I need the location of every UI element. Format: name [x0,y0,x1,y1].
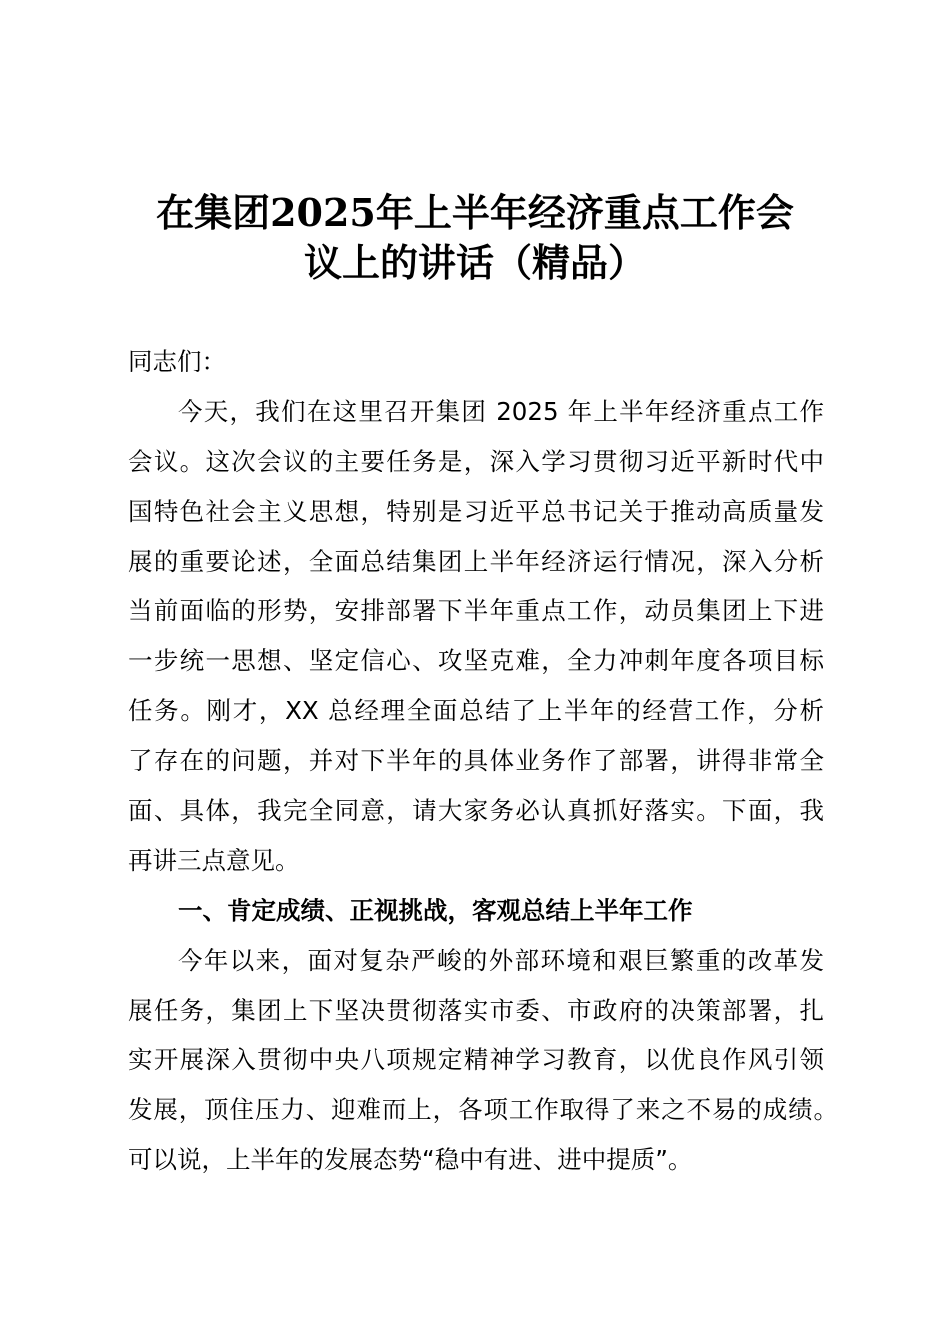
paragraph-intro [128,387,824,886]
paragraph-line: 发展，顶住压力、迎难而上，各项工作取得了来之不易的成绩。 [128,1095,838,1125]
paragraph-line: 再讲三点意见。 [128,845,300,875]
paragraph-line: 可以说，上半年的发展态势“稳中有进、进中提质”。 [128,1145,693,1175]
salutation: 同志们： [128,347,226,376]
paragraph-line: 展的重要论述，全面总结集团上半年经济运行情况，深入分析 [128,546,824,576]
document-title [0,188,950,288]
paragraph-line: 了存在的问题，并对下半年的具体业务作了部署，讲得非常全 [128,746,824,776]
paragraph-line: 国特色社会主义思想，特别是习近平总书记关于推动高质量发 [128,496,824,526]
paragraph-line: 一步统一思想、坚定信心、攻坚克难，全力冲刺年度各项目标 [128,646,824,676]
paragraph-line: 今年以来，面对复杂严峻的外部环境和艰巨繁重的改革发 [178,945,824,975]
paragraph-line: 当前面临的形势，安排部署下半年重点工作，动员集团上下进 [128,596,824,626]
paragraph-line: 展任务，集团上下坚决贯彻落实市委、市政府的决策部署，扎 [128,995,824,1025]
document-body [128,337,838,1185]
paragraph-line: 会议。这次会议的主要任务是，深入学习贯彻习近平新时代中 [128,446,824,476]
paragraph-achievements [128,936,838,1185]
title-line-1: 在集团2025年上半年经济重点工作会 [156,190,794,235]
paragraph-line: 面、具体，我完全同意，请大家务必认真抓好落实。下面，我 [128,796,824,826]
paragraph-line: 任务。刚才，XX 总经理全面总结了上半年的经营工作，分析 [128,696,824,726]
paragraph-line: 实开展深入贯彻中央八项规定精神学习教育，以优良作风引领 [128,1045,824,1075]
section-heading-1: 一、肯定成绩、正视挑战，客观总结上半年工作 [178,895,693,925]
paragraph-line: 今天，我们在这里召开集团 2025 年上半年经济重点工作 [178,396,824,426]
title-line-2: 议上的讲话（精品） [303,240,646,285]
